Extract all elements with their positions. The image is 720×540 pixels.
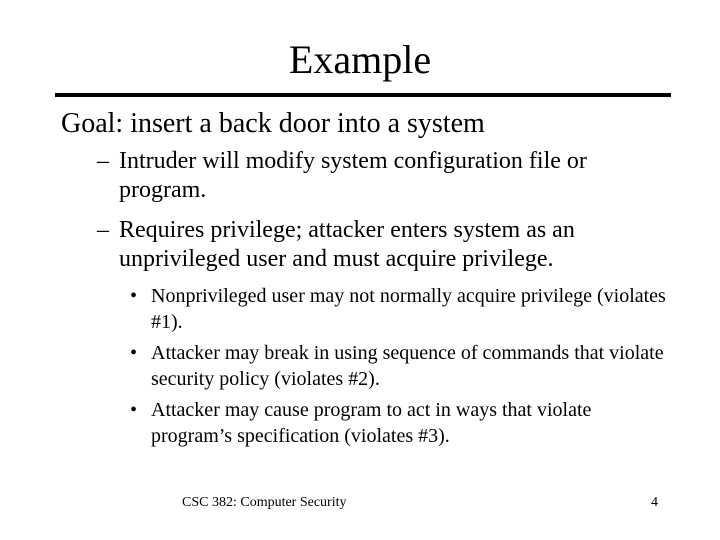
footer-course: CSC 382: Computer Security xyxy=(182,495,347,510)
bullet-marker: • xyxy=(130,285,138,307)
bullet-item-1 xyxy=(130,283,670,335)
bullet-text: Attacker may break in using sequence of commands that violate security policy (violates #2). xyxy=(151,342,664,390)
title-divider xyxy=(55,93,671,97)
bullet-marker: • xyxy=(130,399,138,421)
bullet-text: Attacker may cause program to act in ways that violate program’s specification (violates #3). xyxy=(151,399,592,447)
goal-text: Goal: insert a back door into a system xyxy=(61,108,485,139)
bullet-text: Nonprivileged user may not normally acquire privilege (violates #1). xyxy=(151,285,666,333)
sub-item-privilege xyxy=(97,216,677,274)
bullet-marker: • xyxy=(130,342,138,364)
bullet-item-2 xyxy=(130,340,670,392)
sub-item-text: Requires privilege; attacker enters system as an unprivileged user and must acquire privilege. xyxy=(119,217,575,272)
page-number: 4 xyxy=(651,495,658,510)
slide-title: Example xyxy=(288,37,432,82)
sub-item-text: Intruder will modify system configuration file or program. xyxy=(119,148,587,203)
sub-item-modify xyxy=(97,147,677,205)
dash-marker: – xyxy=(97,148,109,174)
bullet-item-3 xyxy=(130,397,670,449)
dash-marker: – xyxy=(97,217,109,243)
